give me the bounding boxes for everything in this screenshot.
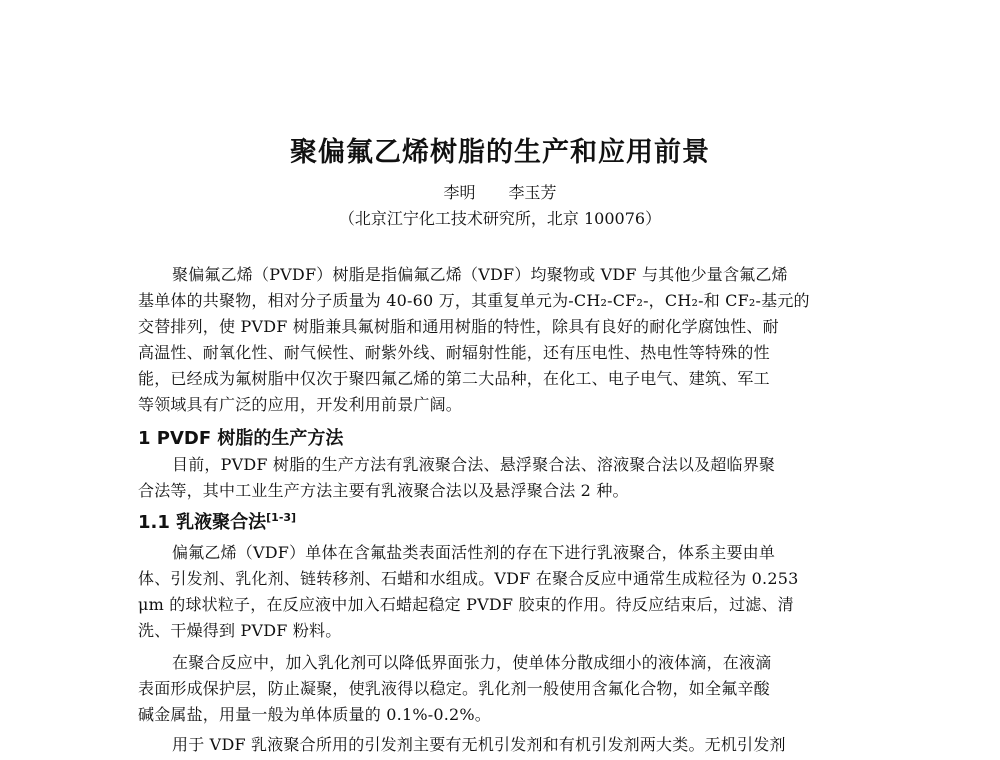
- body-line: 表面形成保护层，防止凝聚，使乳液得以稳定。乳化剂一般使用含氟化合物，如全氟辛酸: [138, 679, 770, 698]
- citation-ref: [1-3]: [266, 511, 297, 524]
- body-line: μm 的球状粒子，在反应液中加入石蜡起稳定 PVDF 胶束的作用。待反应结束后，过滤、清: [138, 595, 794, 614]
- body-line: 偏氟乙烯（VDF）单体在含氟盐类表面活性剂的存在下进行乳液聚合，体系主要由单: [172, 543, 776, 562]
- paper-title: 聚偏氟乙烯树脂的生产和应用前景: [290, 137, 710, 168]
- body-line: 体、引发剂、乳化剂、链转移剂、石蜡和水组成。VDF 在聚合反应中通常生成粒径为 0.253: [138, 569, 799, 588]
- intro-line: 基单体的共聚物，相对分子质量为 40-60 万，其重复单元为-CH₂-CF₂-，CH₂-和 CF₂-基元的: [138, 291, 810, 310]
- intro-line: 交替排列，使 PVDF 树脂兼具氟树脂和通用树脂的特性，除具有良好的耐化学腐蚀性、耐: [138, 317, 779, 336]
- body-line: 合法等，其中工业生产方法主要有乳液聚合法以及悬浮聚合法 2 种。: [138, 481, 629, 500]
- author-name: 李明: [443, 183, 476, 202]
- body-line: 洗、干燥得到 PVDF 粉料。: [138, 621, 342, 640]
- intro-line: 等领域具有广泛的应用，开发利用前景广阔。: [138, 395, 463, 414]
- intro-line: 聚偏氟乙烯（PVDF）树脂是指偏氟乙烯（VDF）均聚物或 VDF 与其他少量含氟乙烯: [172, 265, 788, 284]
- author-name: 李玉芳: [508, 183, 557, 202]
- body-line: 碱金属盐，用量一般为单体质量的 0.1%-0.2%。: [138, 705, 491, 724]
- body-line: 用于 VDF 乳液聚合所用的引发剂主要有无机引发剂和有机引发剂两大类。无机引发剂: [172, 735, 786, 754]
- affiliation: （北京江宁化工技术研究所，北京 100076）: [338, 209, 662, 228]
- intro-line: 能，已经成为氟树脂中仅次于聚四氟乙烯的第二大品种，在化工、电子电气、建筑、军工: [138, 369, 770, 388]
- body-line: 在聚合反应中，加入乳化剂可以降低界面张力，使单体分散成细小的液体滴，在液滴: [172, 653, 772, 672]
- author-line: [0, 180, 1000, 203]
- section-heading: 1 PVDF 树脂的生产方法: [138, 428, 344, 449]
- intro-line: 高温性、耐氧化性、耐气候性、耐紫外线、耐辐射性能，还有压电性、热电性等特殊的性: [138, 343, 770, 362]
- subsection-heading: [138, 508, 296, 534]
- body-line: 目前，PVDF 树脂的生产方法有乳液聚合法、悬浮聚合法、溶液聚合法以及超临界聚: [172, 455, 776, 474]
- subsection-heading-text: 1.1 乳液聚合法: [138, 512, 267, 533]
